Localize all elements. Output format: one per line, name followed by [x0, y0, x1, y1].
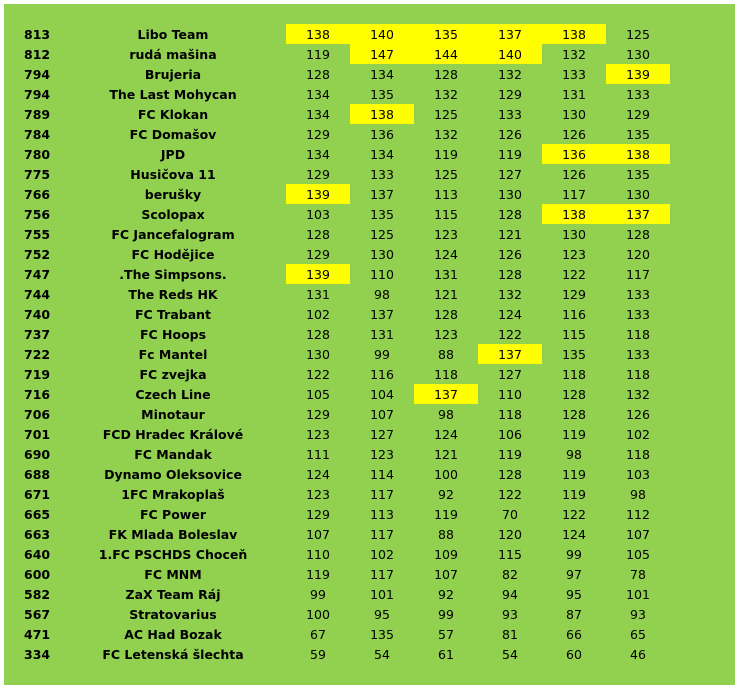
total-points-cell: 582	[24, 586, 51, 602]
round-score-cell: 112	[626, 506, 650, 522]
round-score-cell: 131	[562, 86, 586, 102]
round-score-cell: 133	[370, 166, 394, 182]
table-row	[20, 464, 670, 484]
round-score-cell: 61	[438, 646, 454, 662]
round-score-cell: 98	[630, 486, 646, 502]
team-name-cell: Stratovarius	[129, 606, 217, 622]
round-score-cell: 137	[370, 306, 394, 322]
round-score-cell: 99	[438, 606, 454, 622]
round-score-cell: 134	[370, 146, 394, 162]
table-row	[20, 524, 670, 544]
round-score-cell: 95	[374, 606, 390, 622]
team-name-cell: Fc Mantel	[138, 346, 208, 362]
table-row	[20, 244, 670, 264]
round-score-cell: 119	[306, 46, 330, 62]
round-score-cell: 81	[502, 626, 518, 642]
round-score-cell: 126	[562, 126, 586, 142]
round-score-cell: 135	[370, 86, 394, 102]
round-score-cell: 92	[438, 586, 454, 602]
round-score-cell: 121	[434, 286, 458, 302]
standings-table	[20, 24, 670, 664]
round-score-cell: 119	[562, 486, 586, 502]
table-row	[20, 504, 670, 524]
round-score-cell: 115	[562, 326, 586, 342]
team-name-cell: Libo Team	[137, 26, 209, 42]
round-score-cell: 87	[566, 606, 582, 622]
round-score-cell-highlighted: 139	[286, 184, 350, 204]
round-score-cell: 117	[370, 486, 394, 502]
round-score-cell: 132	[498, 66, 522, 82]
round-score-cell: 120	[626, 246, 650, 262]
round-score-cell: 110	[498, 386, 522, 402]
round-score-cell: 122	[498, 326, 522, 342]
total-points-cell: 719	[24, 366, 51, 382]
round-score-cell: 107	[370, 406, 394, 422]
team-name-cell: FK Mlada Boleslav	[108, 526, 238, 542]
total-points-cell: 737	[24, 326, 51, 342]
round-score-cell: 105	[306, 386, 330, 402]
round-score-cell: 137	[370, 186, 394, 202]
table-row	[20, 304, 670, 324]
round-score-cell: 135	[626, 166, 650, 182]
round-score-cell: 132	[498, 286, 522, 302]
round-score-cell: 54	[502, 646, 518, 662]
round-score-cell: 98	[374, 286, 390, 302]
total-points-cell: 690	[24, 446, 51, 462]
round-score-cell: 127	[498, 166, 522, 182]
table-row	[20, 324, 670, 344]
round-score-cell: 136	[370, 126, 394, 142]
round-score-cell: 101	[370, 586, 394, 602]
total-points-cell: 671	[24, 486, 51, 502]
round-score-cell: 124	[498, 306, 522, 322]
round-score-cell: 125	[626, 26, 650, 42]
total-points-cell: 813	[24, 26, 51, 42]
round-score-cell: 118	[626, 446, 650, 462]
team-name-cell: FC Hoops	[139, 326, 207, 342]
round-score-cell: 130	[498, 186, 522, 202]
round-score-cell-highlighted: 135	[414, 24, 478, 44]
total-points-cell: 756	[24, 206, 51, 222]
round-score-cell: 117	[562, 186, 586, 202]
total-points-cell: 600	[24, 566, 51, 582]
round-score-cell: 109	[434, 546, 458, 562]
round-score-cell: 126	[498, 126, 522, 142]
round-score-cell: 123	[562, 246, 586, 262]
round-score-cell: 54	[374, 646, 390, 662]
round-score-cell: 129	[306, 246, 330, 262]
standings-rows	[20, 24, 670, 664]
round-score-cell: 134	[306, 86, 330, 102]
team-name-cell: FC Mandak	[134, 446, 212, 462]
round-score-cell: 128	[434, 306, 458, 322]
round-score-cell-highlighted: 138	[286, 24, 350, 44]
round-score-cell: 131	[306, 286, 330, 302]
table-row	[20, 184, 670, 204]
round-score-cell: 130	[626, 186, 650, 202]
round-score-cell: 133	[626, 346, 650, 362]
round-score-cell: 103	[626, 466, 650, 482]
round-score-cell-highlighted: 139	[606, 64, 670, 84]
team-name-cell: FC Hodějice	[131, 246, 215, 262]
round-score-cell: 116	[562, 306, 586, 322]
round-score-cell: 119	[498, 446, 522, 462]
table-row	[20, 584, 670, 604]
total-points-cell: 471	[24, 626, 51, 642]
table-row	[20, 604, 670, 624]
table-row	[20, 444, 670, 464]
team-name-cell: The Reds HK	[128, 286, 218, 302]
table-row	[20, 164, 670, 184]
table-row	[20, 344, 670, 364]
round-score-cell: 122	[562, 506, 586, 522]
round-score-cell: 121	[498, 226, 522, 242]
round-score-cell: 120	[498, 526, 522, 542]
round-score-cell: 104	[370, 386, 394, 402]
round-score-cell: 133	[626, 86, 650, 102]
round-score-cell: 132	[434, 86, 458, 102]
round-score-cell: 93	[630, 606, 646, 622]
team-name-cell: rudá mašina	[129, 46, 217, 62]
total-points-cell: 334	[24, 646, 51, 662]
round-score-cell: 118	[498, 406, 522, 422]
team-name-cell: FC Power	[139, 506, 206, 522]
total-points-cell: 789	[24, 106, 51, 122]
round-score-cell: 135	[370, 626, 394, 642]
round-score-cell: 70	[502, 506, 518, 522]
round-score-cell: 92	[438, 486, 454, 502]
team-name-cell: Minotaur	[141, 406, 205, 422]
round-score-cell: 127	[370, 426, 394, 442]
round-score-cell: 126	[498, 246, 522, 262]
round-score-cell: 110	[370, 266, 394, 282]
round-score-cell: 123	[370, 446, 394, 462]
team-name-cell: FC Trabant	[134, 306, 212, 322]
round-score-cell: 122	[306, 366, 330, 382]
total-points-cell: 747	[24, 266, 51, 282]
round-score-cell: 125	[370, 226, 394, 242]
round-score-cell: 126	[562, 166, 586, 182]
table-row	[20, 424, 670, 444]
round-score-cell: 119	[434, 506, 458, 522]
total-points-cell: 722	[24, 346, 51, 362]
round-score-cell: 88	[438, 526, 454, 542]
round-score-cell: 135	[562, 346, 586, 362]
total-points-cell: 688	[24, 466, 51, 482]
total-points-cell: 701	[24, 426, 51, 442]
round-score-cell-highlighted: 137	[478, 344, 542, 364]
round-score-cell-highlighted: 140	[350, 24, 414, 44]
round-score-cell: 95	[566, 586, 582, 602]
round-score-cell: 46	[630, 646, 646, 662]
round-score-cell: 123	[434, 326, 458, 342]
team-name-cell: FC Domašov	[129, 126, 217, 142]
total-points-cell: 780	[24, 146, 51, 162]
round-score-cell: 107	[626, 526, 650, 542]
round-score-cell-highlighted: 137	[414, 384, 478, 404]
round-score-cell-highlighted: 138	[350, 104, 414, 124]
round-score-cell: 128	[562, 386, 586, 402]
table-row	[20, 44, 670, 64]
round-score-cell: 117	[626, 266, 650, 282]
round-score-cell: 98	[438, 406, 454, 422]
round-score-cell: 106	[498, 426, 522, 442]
total-points-cell: 716	[24, 386, 51, 402]
round-score-cell: 88	[438, 346, 454, 362]
round-score-cell: 113	[370, 506, 394, 522]
team-name-cell: berušky	[144, 186, 202, 202]
total-points-cell: 755	[24, 226, 51, 242]
round-score-cell: 128	[306, 226, 330, 242]
round-score-cell: 117	[370, 526, 394, 542]
round-score-cell: 97	[566, 566, 582, 582]
total-points-cell: 740	[24, 306, 51, 322]
round-score-cell: 99	[374, 346, 390, 362]
table-row	[20, 144, 670, 164]
round-score-cell: 117	[370, 566, 394, 582]
total-points-cell: 794	[24, 66, 51, 82]
round-score-cell-highlighted: 137	[478, 24, 542, 44]
total-points-cell: 706	[24, 406, 51, 422]
round-score-cell-highlighted: 144	[414, 44, 478, 64]
round-score-cell: 130	[306, 346, 330, 362]
round-score-cell: 123	[306, 426, 330, 442]
round-score-cell: 113	[434, 186, 458, 202]
round-score-cell: 133	[626, 286, 650, 302]
round-score-cell: 118	[626, 326, 650, 342]
round-score-cell: 129	[626, 106, 650, 122]
team-name-cell: 1FC Mrakoplaš	[121, 486, 225, 502]
team-name-cell: FC MNM	[144, 566, 202, 582]
round-score-cell: 122	[498, 486, 522, 502]
round-score-cell: 94	[502, 586, 518, 602]
round-score-cell: 133	[498, 106, 522, 122]
team-name-cell: JPD	[160, 146, 186, 162]
team-name-cell: FCD Hradec Králové	[102, 426, 244, 442]
table-row	[20, 364, 670, 384]
table-row	[20, 484, 670, 504]
round-score-cell: 134	[306, 106, 330, 122]
round-score-cell: 129	[306, 406, 330, 422]
table-row	[20, 404, 670, 424]
round-score-cell: 118	[626, 366, 650, 382]
team-name-cell: FC Letenská šlechta	[102, 646, 244, 662]
round-score-cell: 123	[306, 486, 330, 502]
round-score-cell: 133	[626, 306, 650, 322]
round-score-cell: 128	[434, 66, 458, 82]
round-score-cell: 135	[370, 206, 394, 222]
round-score-cell: 66	[566, 626, 582, 642]
round-score-cell: 129	[306, 126, 330, 142]
round-score-cell: 135	[626, 126, 650, 142]
table-row	[20, 84, 670, 104]
total-points-cell: 744	[24, 286, 51, 302]
round-score-cell: 122	[562, 266, 586, 282]
round-score-cell: 128	[562, 406, 586, 422]
round-score-cell: 119	[306, 566, 330, 582]
round-score-cell: 99	[310, 586, 326, 602]
round-score-cell: 132	[626, 386, 650, 402]
round-score-cell: 128	[498, 266, 522, 282]
total-points-cell: 752	[24, 246, 51, 262]
round-score-cell-highlighted: 138	[542, 204, 606, 224]
table-row	[20, 204, 670, 224]
total-points-cell: 766	[24, 186, 51, 202]
round-score-cell-highlighted: 138	[542, 24, 606, 44]
round-score-cell: 130	[370, 246, 394, 262]
round-score-cell: 102	[370, 546, 394, 562]
team-name-cell: FC Jancefalogram	[111, 226, 235, 242]
round-score-cell: 111	[306, 446, 330, 462]
round-score-cell: 60	[566, 646, 582, 662]
round-score-cell: 124	[434, 246, 458, 262]
round-score-cell: 105	[626, 546, 650, 562]
round-score-cell: 131	[434, 266, 458, 282]
round-score-cell: 101	[626, 586, 650, 602]
round-score-cell: 124	[434, 426, 458, 442]
round-score-cell: 124	[562, 526, 586, 542]
team-name-cell: Scolopax	[141, 206, 205, 222]
round-score-cell-highlighted: 147	[350, 44, 414, 64]
round-score-cell: 129	[562, 286, 586, 302]
round-score-cell: 118	[434, 366, 458, 382]
round-score-cell: 98	[566, 446, 582, 462]
team-name-cell: FC Klokan	[137, 106, 209, 122]
round-score-cell: 128	[626, 226, 650, 242]
round-score-cell: 125	[434, 106, 458, 122]
round-score-cell: 132	[562, 46, 586, 62]
round-score-cell: 130	[562, 226, 586, 242]
round-score-cell: 134	[306, 146, 330, 162]
table-row	[20, 64, 670, 84]
round-score-cell: 99	[566, 546, 582, 562]
round-score-cell: 114	[370, 466, 394, 482]
round-score-cell: 115	[434, 206, 458, 222]
round-score-cell: 103	[306, 206, 330, 222]
round-score-cell: 65	[630, 626, 646, 642]
table-row	[20, 24, 670, 44]
round-score-cell: 67	[310, 626, 326, 642]
table-row	[20, 104, 670, 124]
round-score-cell: 129	[306, 506, 330, 522]
round-score-cell: 93	[502, 606, 518, 622]
round-score-cell: 119	[562, 466, 586, 482]
team-name-cell: .The Simpsons.	[119, 266, 227, 282]
round-score-cell: 123	[434, 226, 458, 242]
round-score-cell: 130	[626, 46, 650, 62]
round-score-cell: 127	[498, 366, 522, 382]
round-score-cell: 107	[306, 526, 330, 542]
team-name-cell: FC zvejka	[139, 366, 207, 382]
round-score-cell-highlighted: 136	[542, 144, 606, 164]
team-name-cell: 1.FC PSCHDS Choceň	[98, 546, 248, 562]
round-score-cell: 125	[434, 166, 458, 182]
round-score-cell: 115	[498, 546, 522, 562]
round-score-cell: 59	[310, 646, 326, 662]
team-name-cell: The Last Mohycan	[109, 86, 237, 102]
round-score-cell: 119	[562, 426, 586, 442]
round-score-cell: 134	[370, 66, 394, 82]
table-row	[20, 624, 670, 644]
round-score-cell: 130	[562, 106, 586, 122]
round-score-cell: 132	[434, 126, 458, 142]
table-row	[20, 284, 670, 304]
round-score-cell: 124	[306, 466, 330, 482]
total-points-cell: 794	[24, 86, 51, 102]
team-name-cell: Dynamo Oleksovice	[104, 466, 242, 482]
round-score-cell: 129	[306, 166, 330, 182]
total-points-cell: 640	[24, 546, 51, 562]
team-name-cell: Czech Line	[135, 386, 211, 402]
round-score-cell: 57	[438, 626, 454, 642]
round-score-cell-highlighted: 137	[606, 204, 670, 224]
round-score-cell: 121	[434, 446, 458, 462]
round-score-cell: 119	[498, 146, 522, 162]
total-points-cell: 784	[24, 126, 51, 142]
table-row	[20, 564, 670, 584]
total-points-cell: 665	[24, 506, 51, 522]
team-name-cell: AC Had Bozak	[124, 626, 222, 642]
round-score-cell: 110	[306, 546, 330, 562]
table-row	[20, 644, 670, 664]
table-row	[20, 264, 670, 284]
round-score-cell: 128	[306, 66, 330, 82]
total-points-cell: 567	[24, 606, 51, 622]
round-score-cell: 116	[370, 366, 394, 382]
round-score-cell: 82	[502, 566, 518, 582]
team-name-cell: Brujeria	[144, 66, 202, 82]
team-name-cell: Husičova 11	[130, 166, 216, 182]
round-score-cell: 100	[434, 466, 458, 482]
round-score-cell: 133	[562, 66, 586, 82]
table-row	[20, 544, 670, 564]
round-score-cell: 131	[370, 326, 394, 342]
table-row	[20, 124, 670, 144]
round-score-cell: 128	[306, 326, 330, 342]
table-row	[20, 224, 670, 244]
round-score-cell: 78	[630, 566, 646, 582]
round-score-cell-highlighted: 139	[286, 264, 350, 284]
total-points-cell: 812	[24, 46, 51, 62]
round-score-cell: 102	[306, 306, 330, 322]
round-score-cell: 129	[498, 86, 522, 102]
standings-sheet	[4, 4, 735, 685]
total-points-cell: 775	[24, 166, 51, 182]
round-score-cell-highlighted: 138	[606, 144, 670, 164]
round-score-cell: 128	[498, 466, 522, 482]
round-score-cell: 118	[562, 366, 586, 382]
round-score-cell: 126	[626, 406, 650, 422]
round-score-cell: 119	[434, 146, 458, 162]
total-points-cell: 663	[24, 526, 51, 542]
team-name-cell: ZaX Team Ráj	[125, 586, 221, 602]
round-score-cell-highlighted: 140	[478, 44, 542, 64]
round-score-cell: 102	[626, 426, 650, 442]
round-score-cell: 100	[306, 606, 330, 622]
round-score-cell: 128	[498, 206, 522, 222]
table-row	[20, 384, 670, 404]
round-score-cell: 107	[434, 566, 458, 582]
